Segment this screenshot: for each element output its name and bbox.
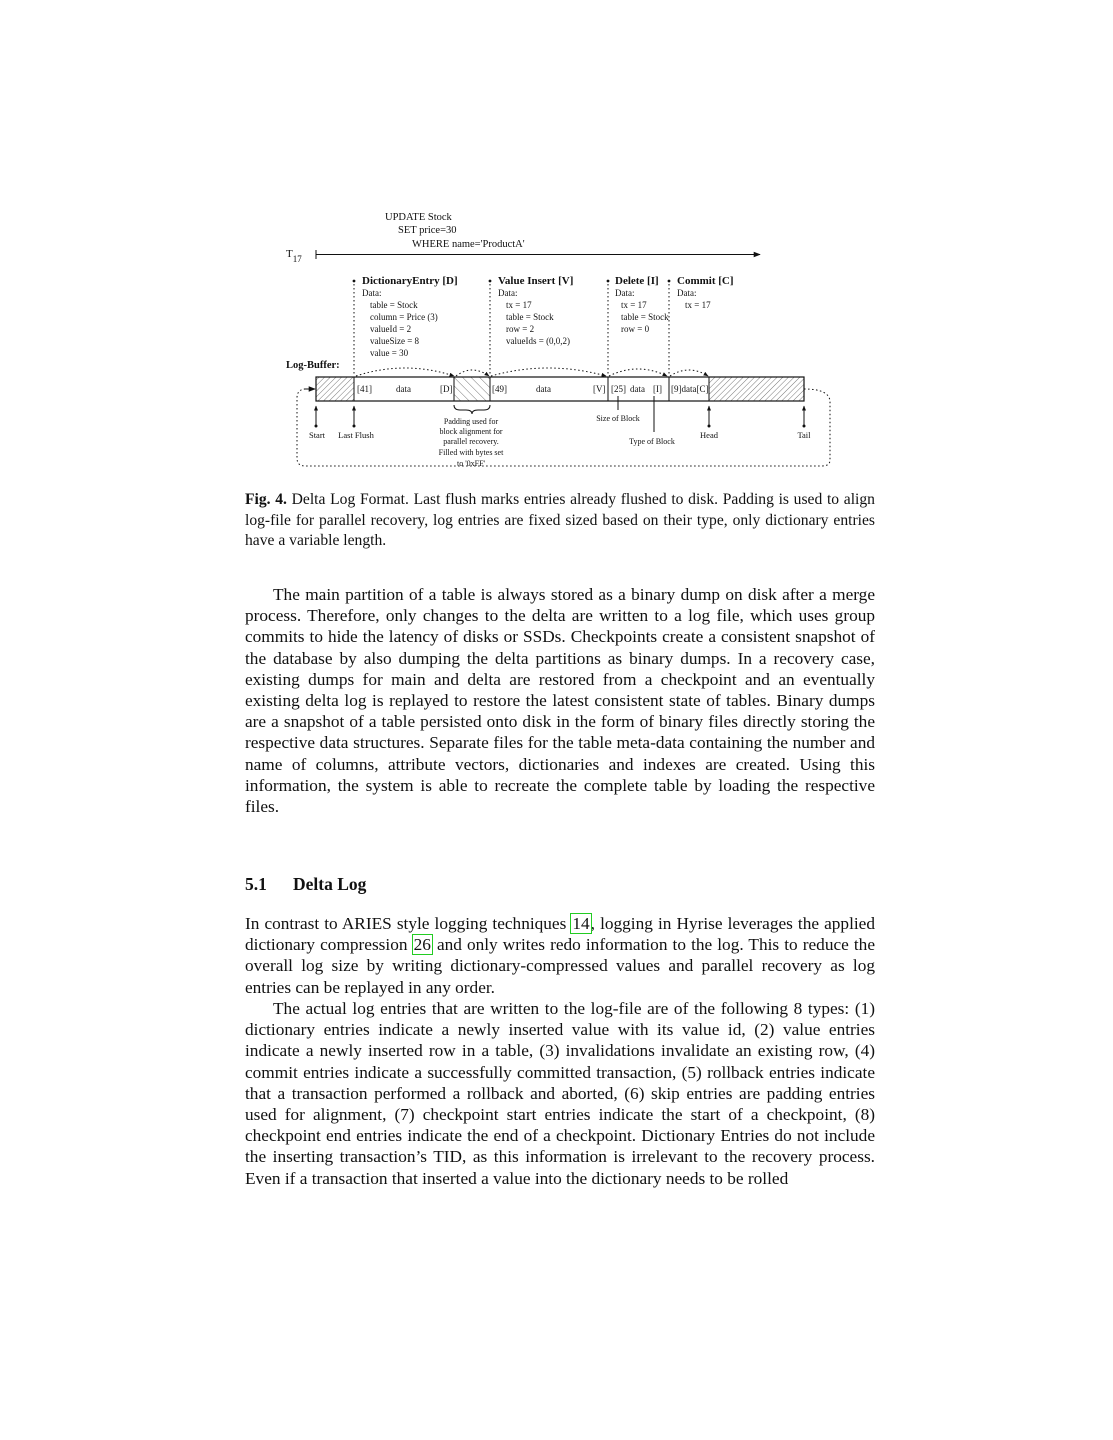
svg-text:Delete [I]: Delete [I] (615, 275, 659, 287)
citation-link-26[interactable]: 26 (413, 935, 431, 955)
paragraph-binary-dumps: The main partition of a table is always stored as a binary dump on disk after a merge process. Therefore, only changes to the delta are written to a log file, which uses group commits to hide the latency of disks or SSDs. Checkpoints create a consistent snapshot of the database by also dumping the delta partitions as binary dumps. In a recovery case, existing dumps for main and delta are restored from a checkpoint and an eventually existing delta log is replayed to restore the latest consistent state of tables. Binary dumps are a snapshot of a table persisted onto disk in the form of binary files directly storing the respective data structures. Separate files for the table meta-data containing the number and name of columns, attribute vectors, dictionaries and indexes are created. Using this information, the system is able to recreate the complete table by loading the respective files. (245, 585, 875, 817)
padding-brace (454, 405, 490, 414)
padding-note (439, 417, 504, 468)
svg-text:parallel recovery.: parallel recovery. (443, 437, 499, 446)
svg-text:row = 2: row = 2 (506, 324, 535, 334)
cell-i-data: data (630, 384, 645, 394)
svg-text:table = Stock: table = Stock (621, 312, 669, 322)
cell-v-data: data (536, 384, 551, 394)
svg-text:Data:: Data: (498, 288, 518, 298)
svg-text:Filled with bytes set: Filled with bytes set (438, 448, 504, 457)
figure-caption (245, 490, 875, 552)
svg-text:Tail: Tail (797, 430, 811, 440)
svg-text:Start: Start (308, 430, 326, 440)
svg-text:value = 30: value = 30 (370, 348, 409, 358)
size-of-block-label: Size of Block (596, 414, 640, 423)
entry-commit (677, 275, 734, 310)
cell-d-data: data (396, 384, 411, 394)
svg-text:valueId = 2: valueId = 2 (370, 324, 412, 334)
svg-text:valueIds = (0,0,2): valueIds = (0,0,2) (506, 336, 571, 346)
entry-value-insert (498, 275, 573, 346)
entry-delete (615, 275, 669, 334)
section-number: 5.1 (245, 874, 267, 894)
svg-text:Data:: Data: (677, 288, 697, 298)
cell-v-type: [V] (593, 384, 606, 394)
svg-text:Head: Head (700, 430, 718, 440)
cell-d-size: [41] (357, 384, 372, 394)
cell-i-type: [I] (653, 384, 662, 394)
link-arrow-3 (491, 368, 606, 376)
cell-i-size: [25] (611, 384, 626, 394)
delta-log-figure (0, 0, 1113, 480)
link-arrow-5 (670, 370, 708, 376)
entry-dictionary (362, 275, 458, 358)
svg-text:tx = 17: tx = 17 (621, 300, 647, 310)
paragraph-aries: In contrast to ARIES style logging techniques 14, logging in Hyrise leverages the applied dictionary compression 26 and only writes redo information to the log. This to reduce the overall log size by writing dictionary-compressed values and parallel recovery as log entries can be replayed in any order. (245, 914, 875, 997)
svg-text:Value Insert [V]: Value Insert [V] (498, 275, 574, 287)
tail-pointer (797, 406, 811, 440)
svg-text:column = Price (3): column = Price (3) (370, 312, 438, 322)
svg-text:Data:: Data: (615, 288, 635, 298)
svg-text:Padding used for: Padding used for (443, 417, 499, 426)
svg-text:tx = 17: tx = 17 (685, 300, 711, 310)
cell-commit: [9]data[C] (671, 384, 709, 394)
svg-text:table = Stock: table = Stock (370, 300, 418, 310)
svg-text:Commit [C]: Commit [C] (677, 275, 734, 287)
start-pointer (309, 406, 326, 440)
type-of-block-label: Type of Block (629, 437, 675, 446)
svg-text:table = Stock: table = Stock (506, 312, 554, 322)
sql-line-2: SET price=30 (398, 225, 457, 236)
link-arrow-4 (609, 369, 667, 376)
svg-text:block alignment for: block alignment for (439, 427, 503, 436)
svg-text:valueSize = 8: valueSize = 8 (370, 336, 420, 346)
transaction-label: $T_{17}$ (286, 248, 302, 264)
padding-region (454, 377, 490, 401)
section-heading (245, 874, 366, 895)
svg-text:Last Flush: Last Flush (338, 430, 374, 440)
svg-text:row = 0: row = 0 (621, 324, 650, 334)
cell-d-type: [D] (440, 384, 453, 394)
sql-line-1: UPDATE Stock (385, 212, 452, 223)
figure-caption-label: Fig. 4. (245, 491, 287, 508)
log-buffer-label: Log-Buffer: (286, 360, 340, 371)
flushed-region (316, 377, 354, 401)
svg-text:Data:: Data: (362, 288, 382, 298)
last-flush-pointer (338, 406, 374, 440)
link-arrow-1 (356, 368, 454, 376)
paragraph-log-entry-types: The actual log entries that are written to the log-file are of the following 8 types: (1) dictionary entries indicate a newly inserted value with its value id, (2) value entries indicate a newly inserted row in a table, (3) invalidations invalidate an existing row, (4) commit entries indicate a successfully committed transaction, (5) rollback entries indicate that a transaction performed a rollback and aborted, (6) skip entries are padding entries used for alignment, (7) checkpoint start entries indicate the start of a checkpoint, (8) checkpoint end entries indicate the end of a checkpoint. Dictionary Entries do not include the inserting transaction’s TID, as this information is irrelevant to the recovery process. Even if a transaction that inserted a value into the dictionary needs to be rolled (245, 999, 875, 1188)
cell-v-size: [49] (492, 384, 507, 394)
citation-link-14[interactable]: 14 (572, 914, 590, 933)
sql-line-3: WHERE name='ProductA' (412, 239, 525, 250)
link-arrow-2 (456, 370, 489, 376)
svg-text:to '0xFF': to '0xFF' (456, 459, 486, 468)
svg-text:tx = 17: tx = 17 (506, 300, 532, 310)
section-title: Delta Log (293, 874, 367, 894)
svg-text:DictionaryEntry [D]: DictionaryEntry [D] (362, 275, 458, 287)
free-region (709, 377, 804, 401)
head-pointer (700, 406, 719, 440)
figure-caption-text: Delta Log Format. Last flush marks entries already flushed to disk. Padding is used to align log-file for parallel recovery, log entries are fixed sized based on their type, only dictionary entries have a variable length. (245, 491, 875, 549)
